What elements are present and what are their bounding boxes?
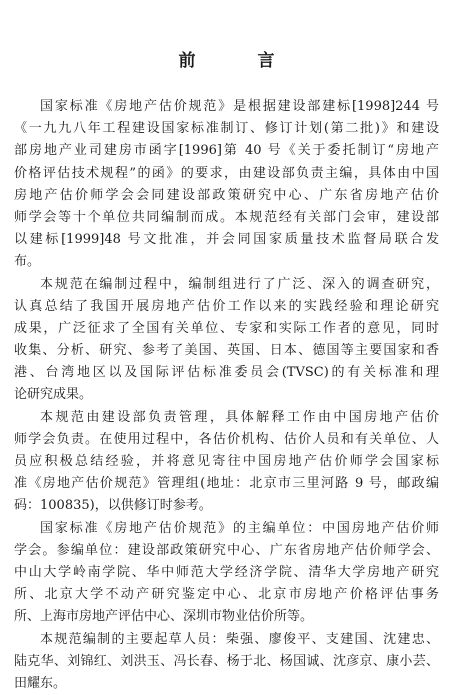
text-line: 布。 — [14, 251, 439, 273]
preface-body — [14, 96, 439, 695]
text-line: 收集、分析、研究、参考了美国、英国、日本、德国等主要国家和香 — [14, 340, 439, 362]
paragraph-5 — [14, 629, 439, 695]
text-line: 陆克华、刘锦红、刘洪玉、冯长春、杨于北、杨国诚、沈彦京、康小芸、 — [14, 651, 439, 673]
page-title: 前 言 — [14, 50, 439, 72]
paragraph-1 — [14, 96, 439, 274]
text-line: 本规范在编制过程中，编制组进行了广泛、深入的调查研究， — [14, 274, 439, 296]
text-line: 员应积极总结经验，并将意见寄往中国房地产估价师学会国家标 — [14, 451, 439, 473]
paragraph-3 — [14, 407, 439, 518]
text-line: 认真总结了我国开展房地产估价工作以来的实践经验和理论研究 — [14, 296, 439, 318]
text-line: 房地产估价师学会会同建设部政策研究中心、广东省房地产估价 — [14, 185, 439, 207]
text-line: 师学会负责。在使用过程中，各估价机构、估价人员和有关单位、人 — [14, 429, 439, 451]
text-line: 中山大学岭南学院、华中师范大学经济学院、清华大学房地产研究 — [14, 562, 439, 584]
paragraph-4 — [14, 518, 439, 629]
text-line: 以建标[1999]48 号文批准，并会同国家质量技术监督局联合发 — [14, 229, 439, 251]
text-line: 成果，广泛征求了全国有关单位、专家和实际工作者的意见，同时 — [14, 318, 439, 340]
text-line: 《一九九八年工程建设国家标准制订、修订计划(第二批)》和建设 — [14, 118, 439, 140]
text-line: 部房地产业司建房市函字[1996]第 40 号《关于委托制订“房地产 — [14, 140, 439, 162]
text-line: 本规范编制的主要起草人员：柴强、廖俊平、支建国、沈建忠、 — [14, 629, 439, 651]
text-line: 论研究成果。 — [14, 384, 439, 406]
text-line: 国家标准《房地产估价规范》是根据建设部建标[1998]244 号 — [14, 96, 439, 118]
text-line: 国家标准《房地产估价规范》的主编单位：中国房地产估价师 — [14, 518, 439, 540]
text-line: 师学会等十个单位共同编制而成。本规范经有关部门会审，建设部 — [14, 207, 439, 229]
text-line: 所、上海市房地产评估中心、深圳市物业估价所等。 — [14, 606, 439, 628]
document-page — [14, 0, 439, 680]
text-line: 准《房地产估价规范》管理组(地址：北京市三里河路 9 号，邮政编 — [14, 473, 439, 495]
text-line: 学会。参编单位：建设部政策研究中心、广东省房地产估价师学会、 — [14, 540, 439, 562]
text-line: 港、台湾地区以及国际评估标准委员会(TVSC)的有关标准和理 — [14, 362, 439, 384]
text-line: 本规范由建设部负责管理，具体解释工作由中国房地产估价 — [14, 407, 439, 429]
text-line: 所、北京大学不动产研究鉴定中心、北京市房地产价格评估事务 — [14, 584, 439, 606]
paragraph-2 — [14, 274, 439, 407]
text-line: 价格评估技术规程”的函》的要求，由建设部负责主编，具体由中国 — [14, 163, 439, 185]
text-line: 田耀东。 — [14, 673, 439, 695]
text-line: 码：100835)，以供修订时参考。 — [14, 495, 439, 517]
